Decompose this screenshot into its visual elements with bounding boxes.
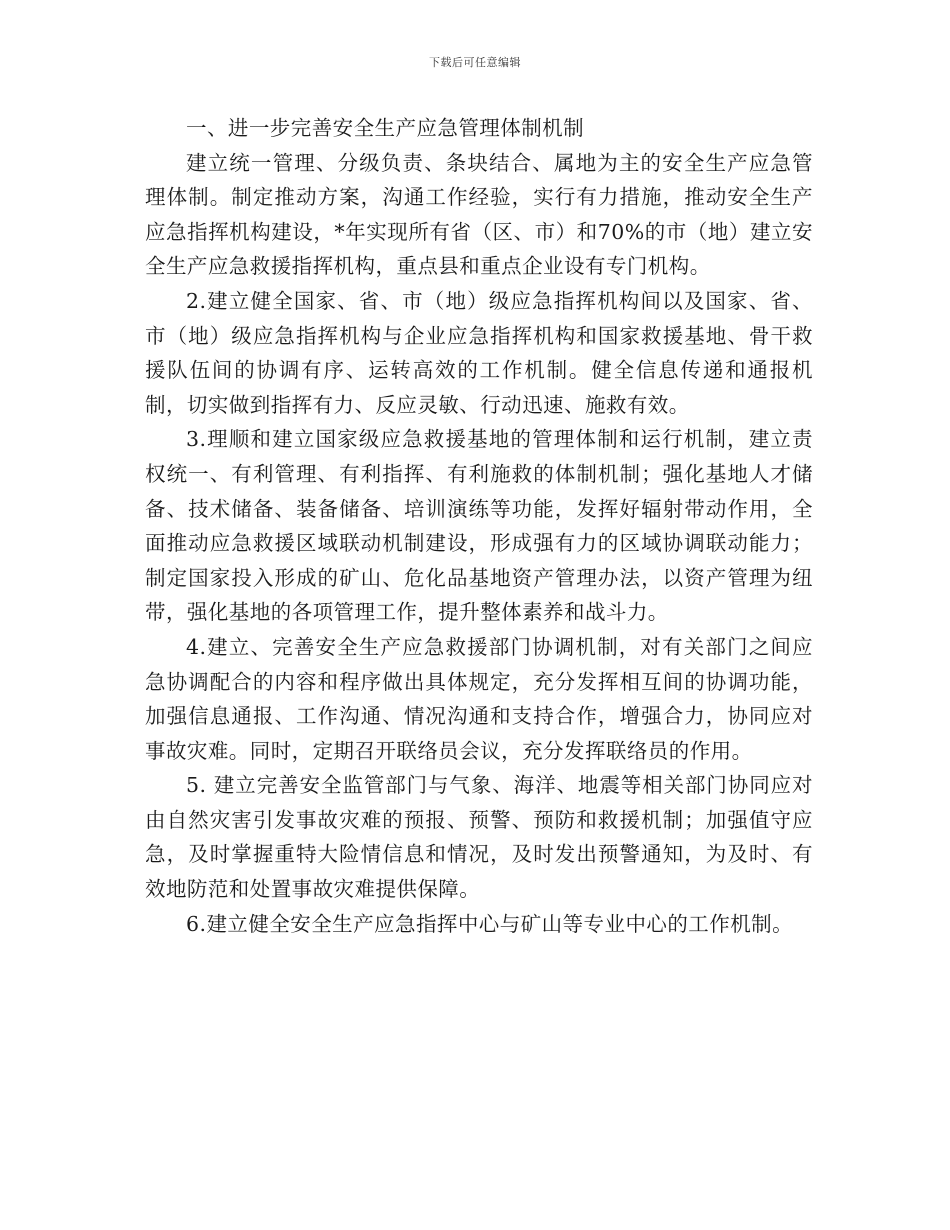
paragraph-6: 6.建立健全安全生产应急指挥中心与矿山等专业中心的工作机制。 — [186, 911, 794, 936]
document-body — [145, 111, 813, 941]
section-title: 一、进一步完善安全生产应急管理体制机制 — [186, 116, 585, 140]
paragraph-1: 建立统一管理、分级负责、条块结合、属地为主的安全生产应急管理体制。制定推动方案，沟通工作经验，实行有力措施，推动安全生产应急指挥机构建设，*年实现所有省（区、市）和70%的市（地）建立安全生产应急救援指挥机构，重点县和重点企业设有专门机构。 — [145, 150, 813, 279]
paragraph-4: 4.建立、完善安全生产应急救援部门协调机制，对有关部门之间应急协调配合的内容和程序做出具体规定，充分发挥相互间的协调功能，加强信息通报、工作沟通、情况沟通和支持合作，增强合力，协同应对事故灾难。同时，定期召开联络员会议，充分发挥联络员的作用。 — [145, 634, 813, 763]
page-header: 下载后可任意编辑 — [429, 56, 521, 69]
paragraph-3: 3.理顺和建立国家级应急救援基地的管理体制和运行机制，建立责权统一、有利管理、有利指挥、有利施救的体制机制；强化基地人才储备、技术储备、装备储备、培训演练等功能，发挥好辐射带动作用，全面推动应急救援区域联动机制建设，形成强有力的区域协调联动能力；制定国家投入形成的矿山、危化品基地资产管理办法，以资产管理为纽带，强化基地的各项管理工作，提升整体素养和战斗力。 — [145, 427, 813, 625]
paragraph-2: 2.建立健全国家、省、市（地）级应急指挥机构间以及国家、省、市（地）级应急指挥机构与企业应急指挥机构和国家救援基地、骨干救援队伍间的协调有序、运转高效的工作机制。健全信息传递和通报机制，切实做到指挥有力、反应灵敏、行动迅速、施救有效。 — [145, 288, 813, 417]
paragraph-5: 5. 建立完善安全监管部门与气象、海洋、地震等相关部门协同应对由自然灾害引发事故灾难的预报、预警、预防和救援机制；加强值守应急，及时掌握重特大险情信息和情况，及时发出预警通知，为及时、有效地防范和处置事故灾难提供保障。 — [145, 773, 813, 902]
